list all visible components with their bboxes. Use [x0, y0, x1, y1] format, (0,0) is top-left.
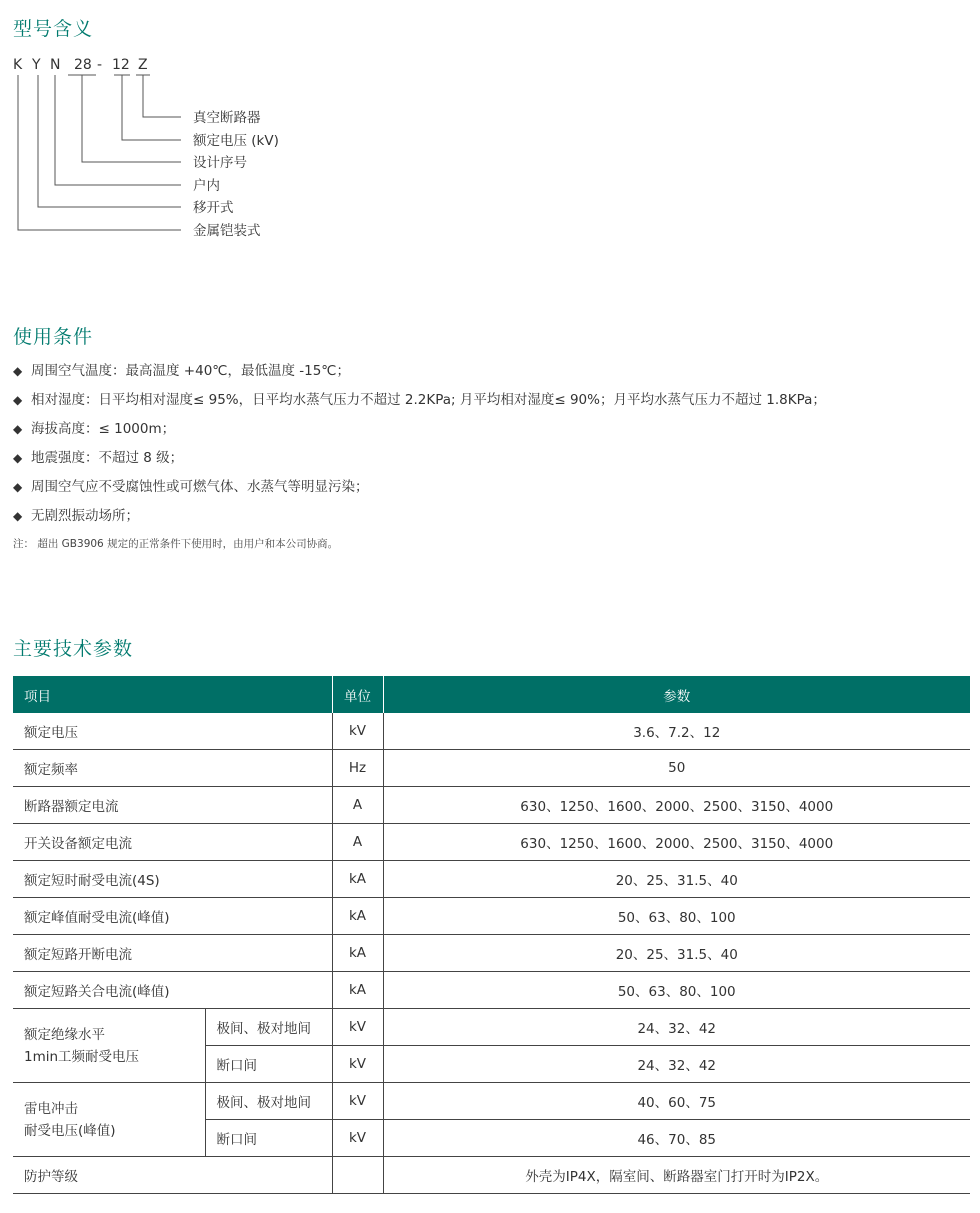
table-header-row	[13, 676, 970, 713]
list-item	[13, 420, 175, 438]
item-cell: 额定频率	[13, 750, 332, 787]
unit-cell	[332, 1157, 383, 1194]
value-cell: 20、25、31.5、40	[383, 861, 970, 898]
code-dash: -	[97, 57, 103, 73]
item-cell: 额定短路开断电流	[13, 935, 332, 972]
meaning-indoor: 户内	[193, 178, 220, 194]
group-label-lightning	[13, 1083, 205, 1157]
meaning-vacuum-breaker: 真空断路器	[193, 110, 261, 126]
unit-cell: kA	[332, 935, 383, 972]
list-item	[13, 507, 139, 525]
meaning-rated-voltage: 额定电压 (kV)	[193, 133, 279, 149]
value-cell: 20、25、31.5、40	[383, 935, 970, 972]
unit-cell: Hz	[332, 750, 383, 787]
list-item	[13, 391, 826, 409]
diamond-bullet-icon: ◆	[13, 422, 23, 436]
diamond-bullet-icon: ◆	[13, 364, 23, 378]
group-label-line: 1min工频耐受电压	[24, 1048, 140, 1065]
item-cell: 额定峰值耐受电流(峰值)	[13, 898, 332, 935]
value-cell: 46、70、85	[383, 1120, 970, 1157]
item-cell: 额定短路关合电流(峰值)	[13, 972, 332, 1009]
diamond-bullet-icon: ◆	[13, 451, 23, 465]
sub-item-cell: 断口间	[205, 1046, 332, 1083]
table-row	[13, 898, 970, 935]
item-cell: 额定电压	[13, 713, 332, 750]
value-cell: 外壳为IP4X，隔室间、断路器室门打开时为IP2X。	[383, 1157, 970, 1194]
condition-text: 无剧烈振动场所；	[31, 508, 139, 524]
item-cell: 开关设备额定电流	[13, 824, 332, 861]
sub-item-cell: 极间、极对地间	[205, 1009, 332, 1046]
table-row	[13, 750, 970, 787]
table-row	[13, 787, 970, 824]
value-cell: 24、32、42	[383, 1009, 970, 1046]
meaning-metal-clad: 金属铠装式	[193, 223, 261, 239]
condition-text: 地震强度：不超过 8 级；	[31, 450, 184, 466]
unit-cell: A	[332, 787, 383, 824]
value-cell: 630、1250、1600、2000、2500、3150、4000	[383, 787, 970, 824]
code-letter-n: N	[50, 57, 61, 73]
header-unit: 单位	[332, 676, 383, 713]
diamond-bullet-icon: ◆	[13, 509, 23, 523]
unit-cell: kA	[332, 898, 383, 935]
meaning-withdrawable: 移开式	[193, 200, 234, 216]
value-cell: 50、63、80、100	[383, 898, 970, 935]
group-label-line: 额定绝缘水平	[24, 1026, 105, 1043]
params-section-title: 主要技术参数	[13, 638, 134, 660]
condition-text: 周围空气应不受腐蚀性或可燃气体、水蒸气等明显污染；	[31, 479, 369, 495]
table-row	[13, 824, 970, 861]
value-cell: 24、32、42	[383, 1046, 970, 1083]
table-row	[13, 861, 970, 898]
list-item	[13, 362, 350, 380]
unit-cell: kV	[332, 1120, 383, 1157]
code-number-28: 28	[74, 57, 92, 73]
table-row	[13, 1157, 970, 1194]
meaning-design-serial: 设计序号	[193, 155, 247, 171]
value-cell: 3.6、7.2、12	[383, 713, 970, 750]
code-number-12: 12	[112, 57, 130, 73]
value-cell: 630、1250、1600、2000、2500、3150、4000	[383, 824, 970, 861]
header-value: 参数	[383, 676, 970, 713]
model-section-title: 型号含义	[13, 18, 94, 40]
table-row	[13, 1083, 970, 1120]
conditions-note: 注： 超出 GB3906 规定的正常条件下使用时，由用户和本公司协商。	[13, 538, 339, 550]
sub-item-cell: 断口间	[205, 1120, 332, 1157]
sub-item-cell: 极间、极对地间	[205, 1083, 332, 1120]
unit-cell: kV	[332, 1083, 383, 1120]
code-letter-y: Y	[32, 57, 41, 73]
item-cell: 断路器额定电流	[13, 787, 332, 824]
table-row	[13, 1009, 970, 1046]
params-table	[13, 676, 970, 1194]
value-cell: 50	[383, 750, 970, 787]
code-letter-z: Z	[138, 57, 148, 73]
diamond-bullet-icon: ◆	[13, 480, 23, 494]
list-item	[13, 478, 369, 496]
diamond-bullet-icon: ◆	[13, 393, 23, 407]
header-item: 项目	[13, 676, 332, 713]
unit-cell: kA	[332, 861, 383, 898]
value-cell: 50、63、80、100	[383, 972, 970, 1009]
value-cell: 40、60、75	[383, 1083, 970, 1120]
group-label-insulation	[13, 1009, 205, 1083]
code-letter-k: K	[13, 57, 23, 73]
table-row	[13, 972, 970, 1009]
item-cell: 额定短时耐受电流(4S)	[13, 861, 332, 898]
unit-cell: kV	[332, 1046, 383, 1083]
condition-text: 海拔高度：≤ 1000m；	[31, 421, 176, 437]
table-row	[13, 713, 970, 750]
table-row	[13, 935, 970, 972]
unit-cell: kA	[332, 972, 383, 1009]
unit-cell: kV	[332, 1009, 383, 1046]
group-label-line: 雷电冲击	[24, 1100, 78, 1117]
condition-text: 相对湿度：日平均相对湿度≤ 95%，日平均水蒸气压力不超过 2.2KPa; 月平均相对湿度≤ 90%；月平均水蒸气压力不超过 1.8KPa；	[31, 392, 826, 408]
unit-cell: kV	[332, 713, 383, 750]
group-label-line: 耐受电压(峰值)	[24, 1122, 116, 1139]
item-cell: 防护等级	[13, 1157, 332, 1194]
list-item	[13, 449, 183, 467]
unit-cell: A	[332, 824, 383, 861]
condition-text: 周围空气温度：最高温度 +40℃，最低温度 -15℃；	[31, 363, 350, 379]
conditions-section-title: 使用条件	[13, 326, 94, 348]
